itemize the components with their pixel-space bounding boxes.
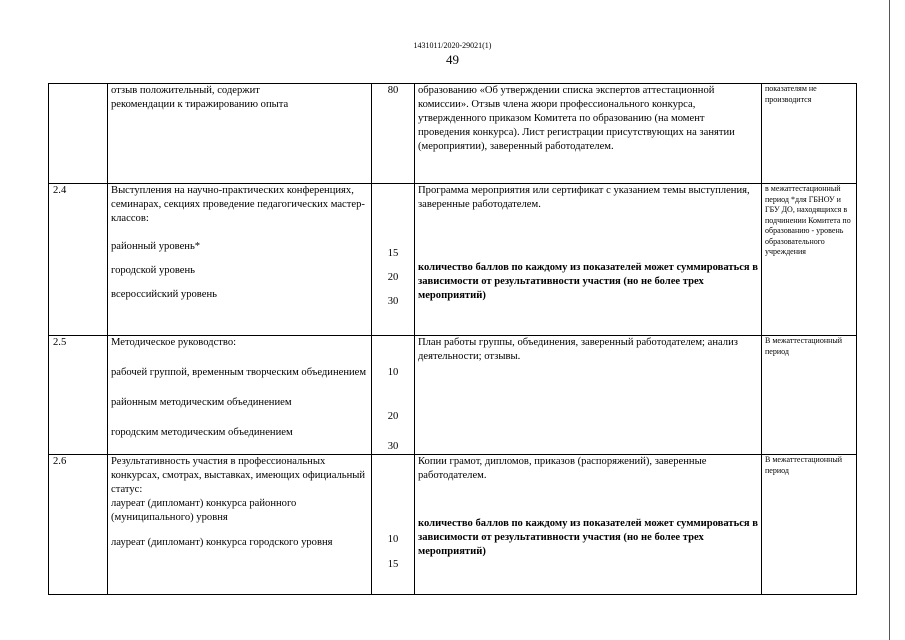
note-cell (762, 455, 857, 595)
documents-cell (415, 184, 762, 336)
note-text: В межаттестационный период (765, 336, 843, 356)
note-cell (762, 84, 857, 184)
criteria-line: лауреат (дипломант) конкурса городского уровня (111, 537, 333, 548)
table-row (49, 84, 857, 184)
points-value: 30 (387, 296, 399, 307)
note-text: в межаттестационный период *для ГБНОУ и ГБУ ДО, находящихся в подчинении Комитета по образованию - уровень образовательного учреждения (765, 184, 851, 256)
points-cell (372, 184, 415, 336)
points-value: 10 (387, 534, 399, 545)
note-cell (762, 336, 857, 455)
criteria-line: рабочей группой, временным творческим объединением (111, 367, 367, 378)
criteria-cell (108, 184, 372, 336)
criteria-table (48, 83, 857, 595)
documents-text: План работы группы, объединения, заверенный работодателем; анализ деятельности; отзывы. (418, 337, 738, 362)
points-cell (372, 84, 415, 184)
points-value: 80 (387, 85, 399, 96)
documents-bold-note: количество баллов по каждому из показателей может суммироваться в зависимости от результативности участия (но не более трех мероприятий) (418, 518, 759, 557)
documents-cell (415, 84, 762, 184)
page-number: 49 (446, 52, 459, 67)
points-cell (372, 455, 415, 595)
criteria-line: лауреат (дипломант) конкурса районного (муниципального) уровня (111, 498, 297, 523)
criteria-line: районным методическим объединением (111, 397, 292, 408)
documents-cell (415, 455, 762, 595)
points-value: 10 (387, 367, 399, 378)
criteria-cell (108, 84, 372, 184)
documents-text: образованию «Об утверждении списка экспертов аттестационной комиссии». Отзыв члена жюри профессионального конкурса, утвержденного приказом Комитета по образованию (на момент проведения конкурса). Лист регистрации присутствующих на занятии (мероприятии), заверенный работодателем. (418, 85, 735, 152)
document-id: 1431011/2020-29021(1) (413, 41, 492, 50)
documents-bold-note: количество баллов по каждому из показателей может суммироваться в зависимости от результативности участия (но не более трех мероприятий) (418, 262, 759, 301)
documents-text: Программа мероприятия или сертификат с указанием темы выступления, заверенные работодателем. (418, 185, 750, 210)
points-cell (372, 336, 415, 455)
table-row (49, 455, 857, 595)
page-edge-line (889, 0, 890, 640)
criteria-line: городским методическим объединением (111, 427, 293, 438)
criteria-line: отзыв положительный, содержит (111, 85, 260, 96)
criteria-line: городской уровень (111, 265, 196, 276)
row-number: 2.6 (49, 455, 108, 595)
criteria-heading: Результативность участия в профессиональных конкурсах, смотрах, выставках, имеющих официальный статус: (111, 456, 366, 495)
documents-cell (415, 336, 762, 455)
table-row (49, 184, 857, 336)
criteria-cell (108, 455, 372, 595)
note-text: В межаттестационный период (765, 455, 843, 475)
note-cell (762, 184, 857, 336)
criteria-line: рекомендации к тиражированию опыта (111, 99, 289, 110)
note-text: показателям не производится (765, 84, 817, 104)
points-value: 15 (387, 559, 399, 570)
criteria-heading: Методическое руководство: (111, 337, 237, 348)
table-row (49, 336, 857, 455)
criteria-heading: Выступления на научно-практических конференциях, семинарах, секциях проведение педагогических мастер-классов: (111, 185, 365, 224)
row-number (49, 84, 108, 184)
documents-text: Копии грамот, дипломов, приказов (распоряжений), заверенные работодателем. (418, 456, 707, 481)
points-value: 15 (387, 248, 399, 259)
points-value: 20 (387, 272, 399, 283)
criteria-line: всероссийский уровень (111, 289, 217, 300)
row-number: 2.4 (49, 184, 108, 336)
criteria-cell (108, 336, 372, 455)
points-value: 20 (387, 411, 399, 422)
criteria-line: районный уровень* (111, 241, 201, 252)
row-number: 2.5 (49, 336, 108, 455)
points-value: 30 (387, 441, 399, 452)
